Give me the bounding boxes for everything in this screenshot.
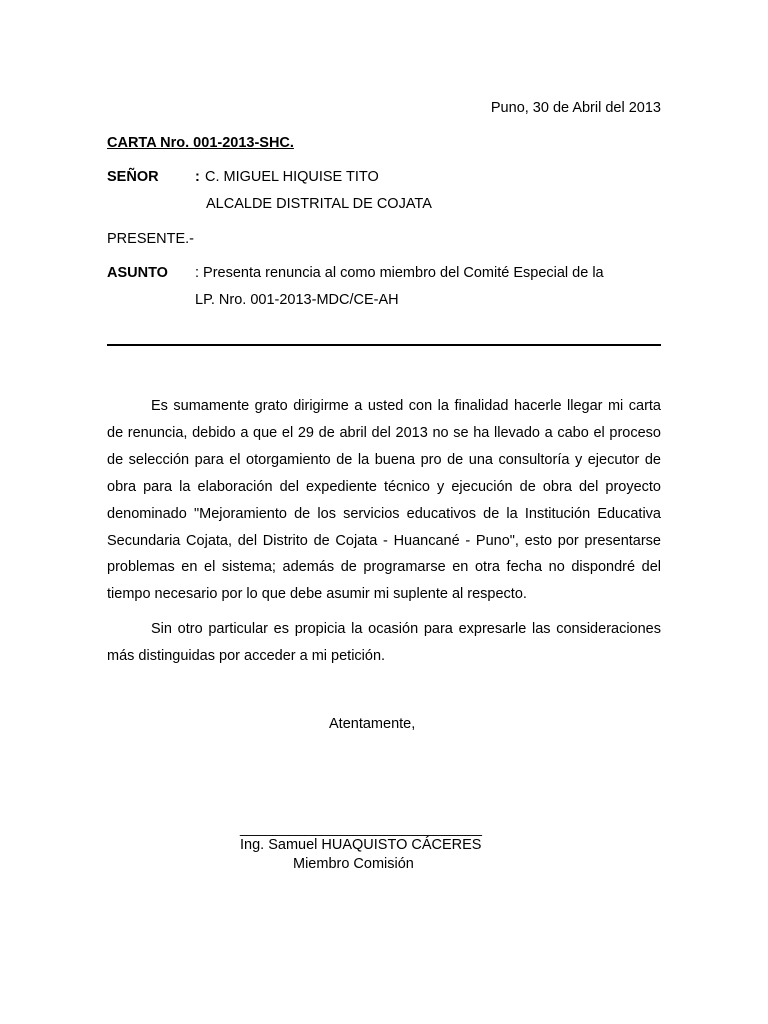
body-paragraph-2-text: Sin otro particular es propicia la ocasión para expresarle las consideraciones más distinguidas por acceder a mi petición. — [107, 621, 661, 664]
recipient-separator: : — [195, 169, 200, 185]
separator-rule — [107, 344, 661, 346]
subject-label: ASUNTO — [107, 265, 168, 281]
subject-line-2: LP. Nro. 001-2013-MDC/CE-AH — [195, 292, 399, 308]
signer-role: Miembro Comisión — [293, 856, 414, 872]
signer-name: Ing. Samuel HUAQUISTO CÁCERES — [240, 837, 482, 853]
presente-line: PRESENTE.- — [107, 231, 195, 247]
closing-salutation: Atentamente, — [329, 716, 416, 732]
letter-reference: CARTA Nro. 001-2013-SHC. — [107, 135, 294, 151]
recipient-title: ALCALDE DISTRITAL DE COJATA — [206, 196, 432, 212]
date-line: Puno, 30 de Abril del 2013 — [490, 100, 661, 116]
body-paragraph-1-text: Es sumamente grato dirigirme a usted con la finalidad hacerle llegar mi carta de renuncia, debido a que el 29 de abril del 2013 no se ha llevado a cabo el proceso de selección para el otorgamiento de la buena pro de una consultoría y ejecutor de obra para la elaboración del expediente técnico y ejecución de obra del proyecto denominado "Mejoramiento de los servicios educativos de la Institución Educativa Secundaria Cojata, del Distrito de Cojata - Huancané - Puno", esto por presentarse problemas en el sistema; además de programarse en otra fecha no dispondré del tiempo necesario por lo que debe asumir mi suplente al respecto. — [107, 398, 661, 603]
recipient-name: C. MIGUEL HIQUISE TITO — [205, 169, 379, 185]
body-paragraph-1 — [107, 393, 661, 608]
subject-line-1: : Presenta renuncia al como miembro del Comité Especial de la — [195, 265, 604, 281]
body-paragraph-2 — [107, 616, 661, 670]
signature-line: ______________________________ — [240, 821, 482, 837]
recipient-label: SEÑOR — [107, 169, 159, 185]
